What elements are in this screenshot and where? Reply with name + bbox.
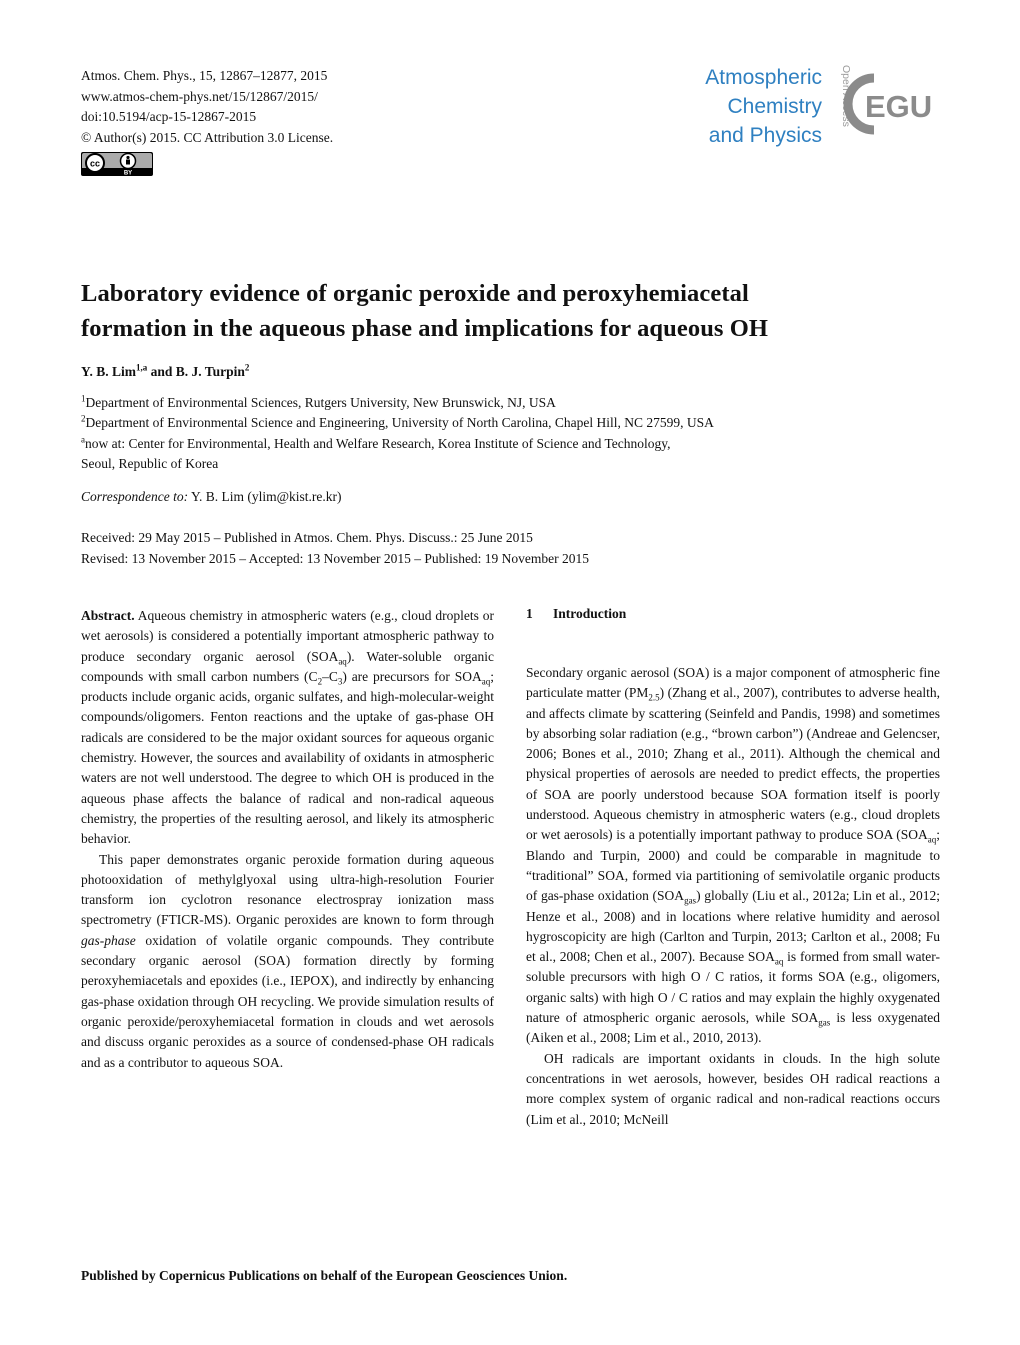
publisher-footer: Published by Copernicus Publications on behalf of the European Geosciences Union. [81, 1268, 568, 1283]
section-heading-introduction [526, 606, 626, 622]
citation-header [81, 66, 333, 148]
doi[interactable]: doi:10.5194/acp-15-12867-2015 [81, 109, 257, 124]
section-number: 1 [526, 606, 533, 621]
introduction-body [526, 663, 940, 1130]
intro-paragraph-1: Secondary organic aerosol (SOA) is a major component of atmospheric fine particulate matter $(PM_{2.5})$ (Zhang et al., 2007), contributes to adverse health, and affects climate by scattering (Seinfeld and Pandis, 1998) and sometimes by absorbing solar radiation (e.g., “brown carbon”) (Andreae and Gelencser, 2006; Bones et al., 2010; Zhang et al., 2011). Although the chemical and physical properties of aerosols are needed to predict effects, the properties of SOA are poorly understood because SOA formation itself is poorly understood. Aqueous chemistry in atmospheric waters (e.g., cloud droplets or wet aerosols) is a potentially important pathway to produce SOA ($SOA_{aq}$; Blando and Turpin, 2000) and could be comparable in magnitude to “traditional” SOA, formed via partitioning of semivolatile organic products of gas-phase oxidation $(SOA_{gas})$ globally (Liu et al., 2012a; Lin et al., 2012; Henze et al., 2008) and in locations where relative humidity and aerosol hygroscopicity are high (Carlton and Turpin, 2013; Carlton et al., 2008; Fu et al., 2008; Chen et al., 2007). Because $SOA_{aq}$ is formed from small water-soluble precursors with high O / C ratios, it forms SOA (e.g., oligomers, organic salts) with high O / C ratios and may explain the highly oxygenated nature of atmospheric organic aerosols, while $SOA_{gas}$ is less oxygenated (Aiken et al., 2008; Lim et al., 2010, 2013). [526, 665, 940, 1046]
license-text: © Author(s) 2015. CC Attribution 3.0 License. [81, 129, 334, 145]
journal-reference: Atmos. Chem. Phys., 15, 12867–12877, 2015 [81, 68, 328, 83]
by-label: BY [123, 170, 133, 177]
author-1: Y. B. Lim [81, 364, 137, 379]
article-url[interactable]: www.atmos-chem-phys.net/15/12867/2015/ [81, 88, 318, 104]
svg-text:Open Access: Open Access [840, 65, 852, 127]
dates-line-2: Revised: 13 November 2015 – Accepted: 13 November 2015 – Published: 19 November 2015 [81, 550, 590, 566]
correspondence-label: Correspondence to: [81, 489, 189, 504]
article-title [81, 276, 941, 346]
affiliation-1: $^1$Department of Environmental Sciences, Rutgers University, New Brunswick, NJ, USA [81, 393, 556, 410]
journal-name-line2: Chemistry [727, 95, 822, 118]
intro-paragraph-2: OH radicals are important oxidants in clouds. In the high solute concentrations in wet aerosols, however, besides OH radical reactions a more complex system of organic radical and non-radical reactions occurs (Lim et al., 2010; McNeill [526, 1050, 940, 1127]
journal-name-line3: and Physics [708, 124, 822, 147]
abstract-paragraph-1: Abstract. Aqueous chemistry in atmospheric waters (e.g., cloud droplets or wet aerosols) is considered a potentially important atmospheric pathway to produce secondary organic aerosol $(SOA_{aq})$. Water-soluble organic compounds with small carbon numbers $(C_2-C_3)$ are precursors for $SOA_{aq}$; products include organic acids, organic sulfates, and high-molecular-weight compounds/oligomers. Fenton reactions and the uptake of gas-phase OH radicals are considered to be the major oxidant sources for aqueous organic chemistry. However, the sources and availability of oxidants in atmospheric waters are not well understood. The degree to which OH is produced in the aqueous phase affects the balance of radical and non-radical aqueous chemistry, the properties of the resulting aerosol, and likely its atmospheric behavior. [81, 608, 495, 847]
abstract [81, 606, 494, 1073]
cc-by-badge[interactable] [81, 152, 153, 176]
affiliations [81, 393, 714, 474]
abstract-label: Abstract. [81, 608, 135, 623]
correspondence-contact[interactable]: Y. B. Lim (ylim@kist.re.kr) [188, 489, 342, 504]
dates-line-1: Received: 29 May 2015 – Published in Atmos. Chem. Phys. Discuss.: 25 June 2015 [81, 530, 533, 545]
section-title: Introduction [553, 606, 627, 621]
abstract-paragraph-2: This paper demonstrates organic peroxide formation during aqueous photooxidation of methylglyoxal using ultra-high-resolution Fourier transform ion cyclotron resonance electrospray ionization mass spectrometry (FTICR-MS). Organic peroxides are known to form through gas-phase oxidation of volatile organic compounds. They contribute secondary organic aerosol (SOA) formation directly by forming peroxyhemiacetals and epoxides (i.e., IEPOX), and indirectly by enhancing gas-phase oxidation through OH recycling. We provide simulation results of organic peroxide/peroxyhemiacetal formation in clouds and wet aerosols and discuss organic peroxides as a source of condensed-phase OH radicals and as a contributor to aqueous SOA. [81, 851, 494, 1070]
affiliation-a: $^a$now at: Center for Environmental, Health and Welfare Research, Korea Institute of Science and Technology, [81, 434, 671, 451]
egu-logo [848, 68, 940, 140]
journal-logo-text [672, 63, 822, 150]
author-2: B. J. Turpin [175, 364, 245, 379]
affiliation-2: $^2$Department of Environmental Science and Engineering, University of North Carolina, Chapel Hill, NC 27599, USA [81, 413, 714, 431]
title-line-1: Laboratory evidence of organic peroxide and peroxyhemiacetal [81, 280, 749, 307]
publication-dates [81, 528, 589, 569]
svg-text:EGU: EGU [865, 89, 933, 124]
author-list: Y. B. Lim$^{1,a}$ and B. J. Turpin$^2$ [81, 362, 250, 379]
journal-name-line1: Atmospheric [705, 66, 822, 89]
affiliation-a-cont: Seoul, Republic of Korea [81, 455, 219, 471]
svg-text:cc: cc [89, 158, 101, 169]
author-2-affil: 2 [244, 362, 250, 373]
correspondence [81, 489, 342, 505]
title-line-2: formation in the aqueous phase and implications for aqueous OH [81, 315, 769, 342]
author-1-affil: 1,a [136, 362, 148, 373]
